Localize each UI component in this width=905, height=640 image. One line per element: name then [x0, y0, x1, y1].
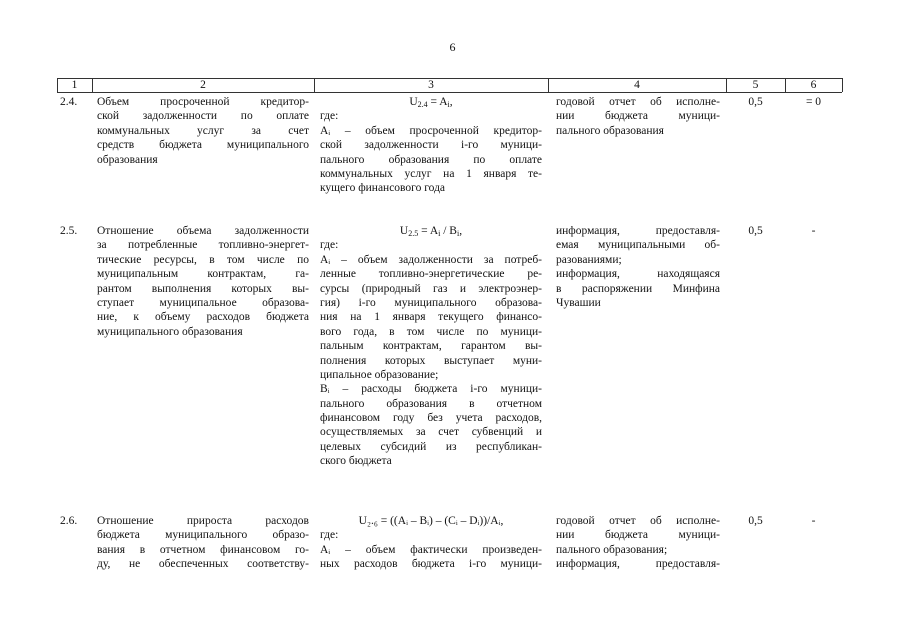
text-line: вого года, в том числе по муници-	[320, 325, 542, 338]
text-line: целевых субсидий из республикан-	[320, 440, 542, 453]
text-line: ния на 1 января текущего финансо-	[320, 311, 542, 324]
where-label: где:	[320, 110, 339, 123]
page-number: 6	[449, 40, 456, 54]
text-line: информация, находящаяся	[556, 268, 720, 281]
text-line: годовой отчет об исполне-	[556, 515, 720, 527]
text-line: Aᵢ – объем просроченной кредитор-	[320, 124, 542, 137]
header-col-1: 1	[71, 79, 78, 91]
target-value: = 0	[805, 96, 822, 108]
text-line: нии бюджета муници-	[556, 529, 720, 542]
header-col-2: 2	[200, 79, 206, 91]
formula: U₂.₆ = ((Aᵢ – Bᵢ) – (Cᵢ – Dᵢ))/Aᵢ,	[358, 515, 504, 527]
data-source	[556, 224, 720, 310]
where-label: где:	[320, 529, 339, 542]
target-value: -	[811, 515, 816, 527]
indicator-name	[97, 95, 309, 167]
text-line: коммунальных услуг на 1 января те-	[320, 167, 542, 180]
text-line: емая муниципальными об-	[556, 239, 720, 252]
text-line: ского бюджета	[320, 455, 392, 468]
text-line: Чувашии	[556, 296, 601, 309]
header-col-4: 4	[634, 79, 640, 91]
text-line: сурсы (природный газ и электроэнер-	[320, 282, 542, 295]
text-line: пального образования;	[556, 543, 668, 556]
text-line: Bᵢ – расходы бюджета i-го муници-	[320, 383, 542, 396]
text-line: информация, предоставля-	[556, 558, 720, 571]
text-line: рантом выполнения которых вы-	[97, 282, 309, 295]
text-line: ступает муниципальное образова-	[97, 296, 309, 309]
text-line: полнения которых выступает муни-	[320, 354, 542, 367]
header-col-3: 3	[428, 79, 434, 91]
calculation-method	[320, 514, 542, 572]
col-divider	[842, 78, 843, 92]
text-line: годовой отчет об исполне-	[556, 96, 720, 108]
text-line: нии бюджета муници-	[556, 110, 720, 123]
text-line: осуществляемых за счет субвенций и	[320, 426, 542, 439]
text-line: Объем просроченной кредитор-	[97, 96, 309, 108]
weight-value: 0,5	[748, 515, 763, 527]
text-line: средств бюджета муниципального	[97, 139, 309, 152]
text-line: гия) i-го муниципального образова-	[320, 296, 542, 309]
text-line: Отношение прироста расходов	[97, 515, 309, 527]
text-line: ние, к объему расходов бюджета	[97, 311, 309, 324]
text-line: образования	[97, 153, 158, 166]
text-line: в распоряжении Минфина	[556, 282, 720, 295]
text-line: ных расходов бюджета i-го муници-	[320, 558, 542, 571]
text-line: пального образования	[556, 124, 664, 137]
weight-value: 0,5	[748, 225, 763, 237]
formula: $U_{2.5} = A_i / B_i$,	[399, 225, 463, 238]
text-line: Aᵢ – объем фактически произведен-	[320, 543, 542, 556]
row-number: 2.4.	[60, 96, 78, 108]
text-line: ской задолженности по оплате	[97, 110, 309, 123]
table-header-bottom-border	[57, 92, 842, 93]
text-line: вания в отчетном финансовом го-	[97, 543, 309, 556]
data-source	[556, 95, 720, 138]
row-number: 2.5.	[60, 225, 78, 237]
text-line: ленные топливно-энергетические ре-	[320, 268, 542, 281]
header-col-6: 6	[810, 79, 817, 91]
data-source	[556, 514, 720, 572]
text-line: тические ресурсы, в том числе по	[97, 253, 309, 266]
weight-value: 0,5	[748, 96, 763, 108]
text-line: кущего финансового года	[320, 182, 446, 195]
text-line: Aᵢ – объем задолженности за потреб-	[320, 253, 542, 266]
text-line: информация, предоставля-	[556, 225, 720, 237]
text-line: бюджета муниципального образо-	[97, 529, 309, 542]
text-line: Отношение объема задолженности	[97, 225, 309, 237]
text-line: муниципальным контрактам, га-	[97, 268, 309, 281]
indicator-name	[97, 224, 309, 339]
text-line: пального образования в отчетном	[320, 397, 542, 410]
text-line: за потребленные топливно-энергет-	[97, 239, 309, 252]
text-line: финансовом году без учета расходов,	[320, 412, 542, 425]
calculation-method	[320, 95, 542, 196]
text-line: коммунальных услуг за счет	[97, 124, 309, 137]
header-col-5: 5	[752, 79, 759, 91]
text-line: пальным контрактам, гарантом вы-	[320, 340, 542, 353]
text-line: пального образования по оплате	[320, 153, 542, 166]
text-line: разованиями;	[556, 253, 622, 266]
text-line: муниципального образования	[97, 325, 243, 338]
text-line: ципальное образование;	[320, 368, 439, 381]
text-line: ской задолженности i-го муници-	[320, 139, 542, 152]
where-label: где:	[320, 239, 339, 252]
row-number: 2.6.	[60, 515, 78, 527]
text-line: ду, не обеспеченных соответству-	[97, 558, 309, 571]
target-value: -	[811, 225, 816, 237]
calculation-method	[320, 224, 542, 469]
formula: $U_{2.4} = A_i$,	[409, 96, 453, 109]
indicator-name	[97, 514, 309, 572]
